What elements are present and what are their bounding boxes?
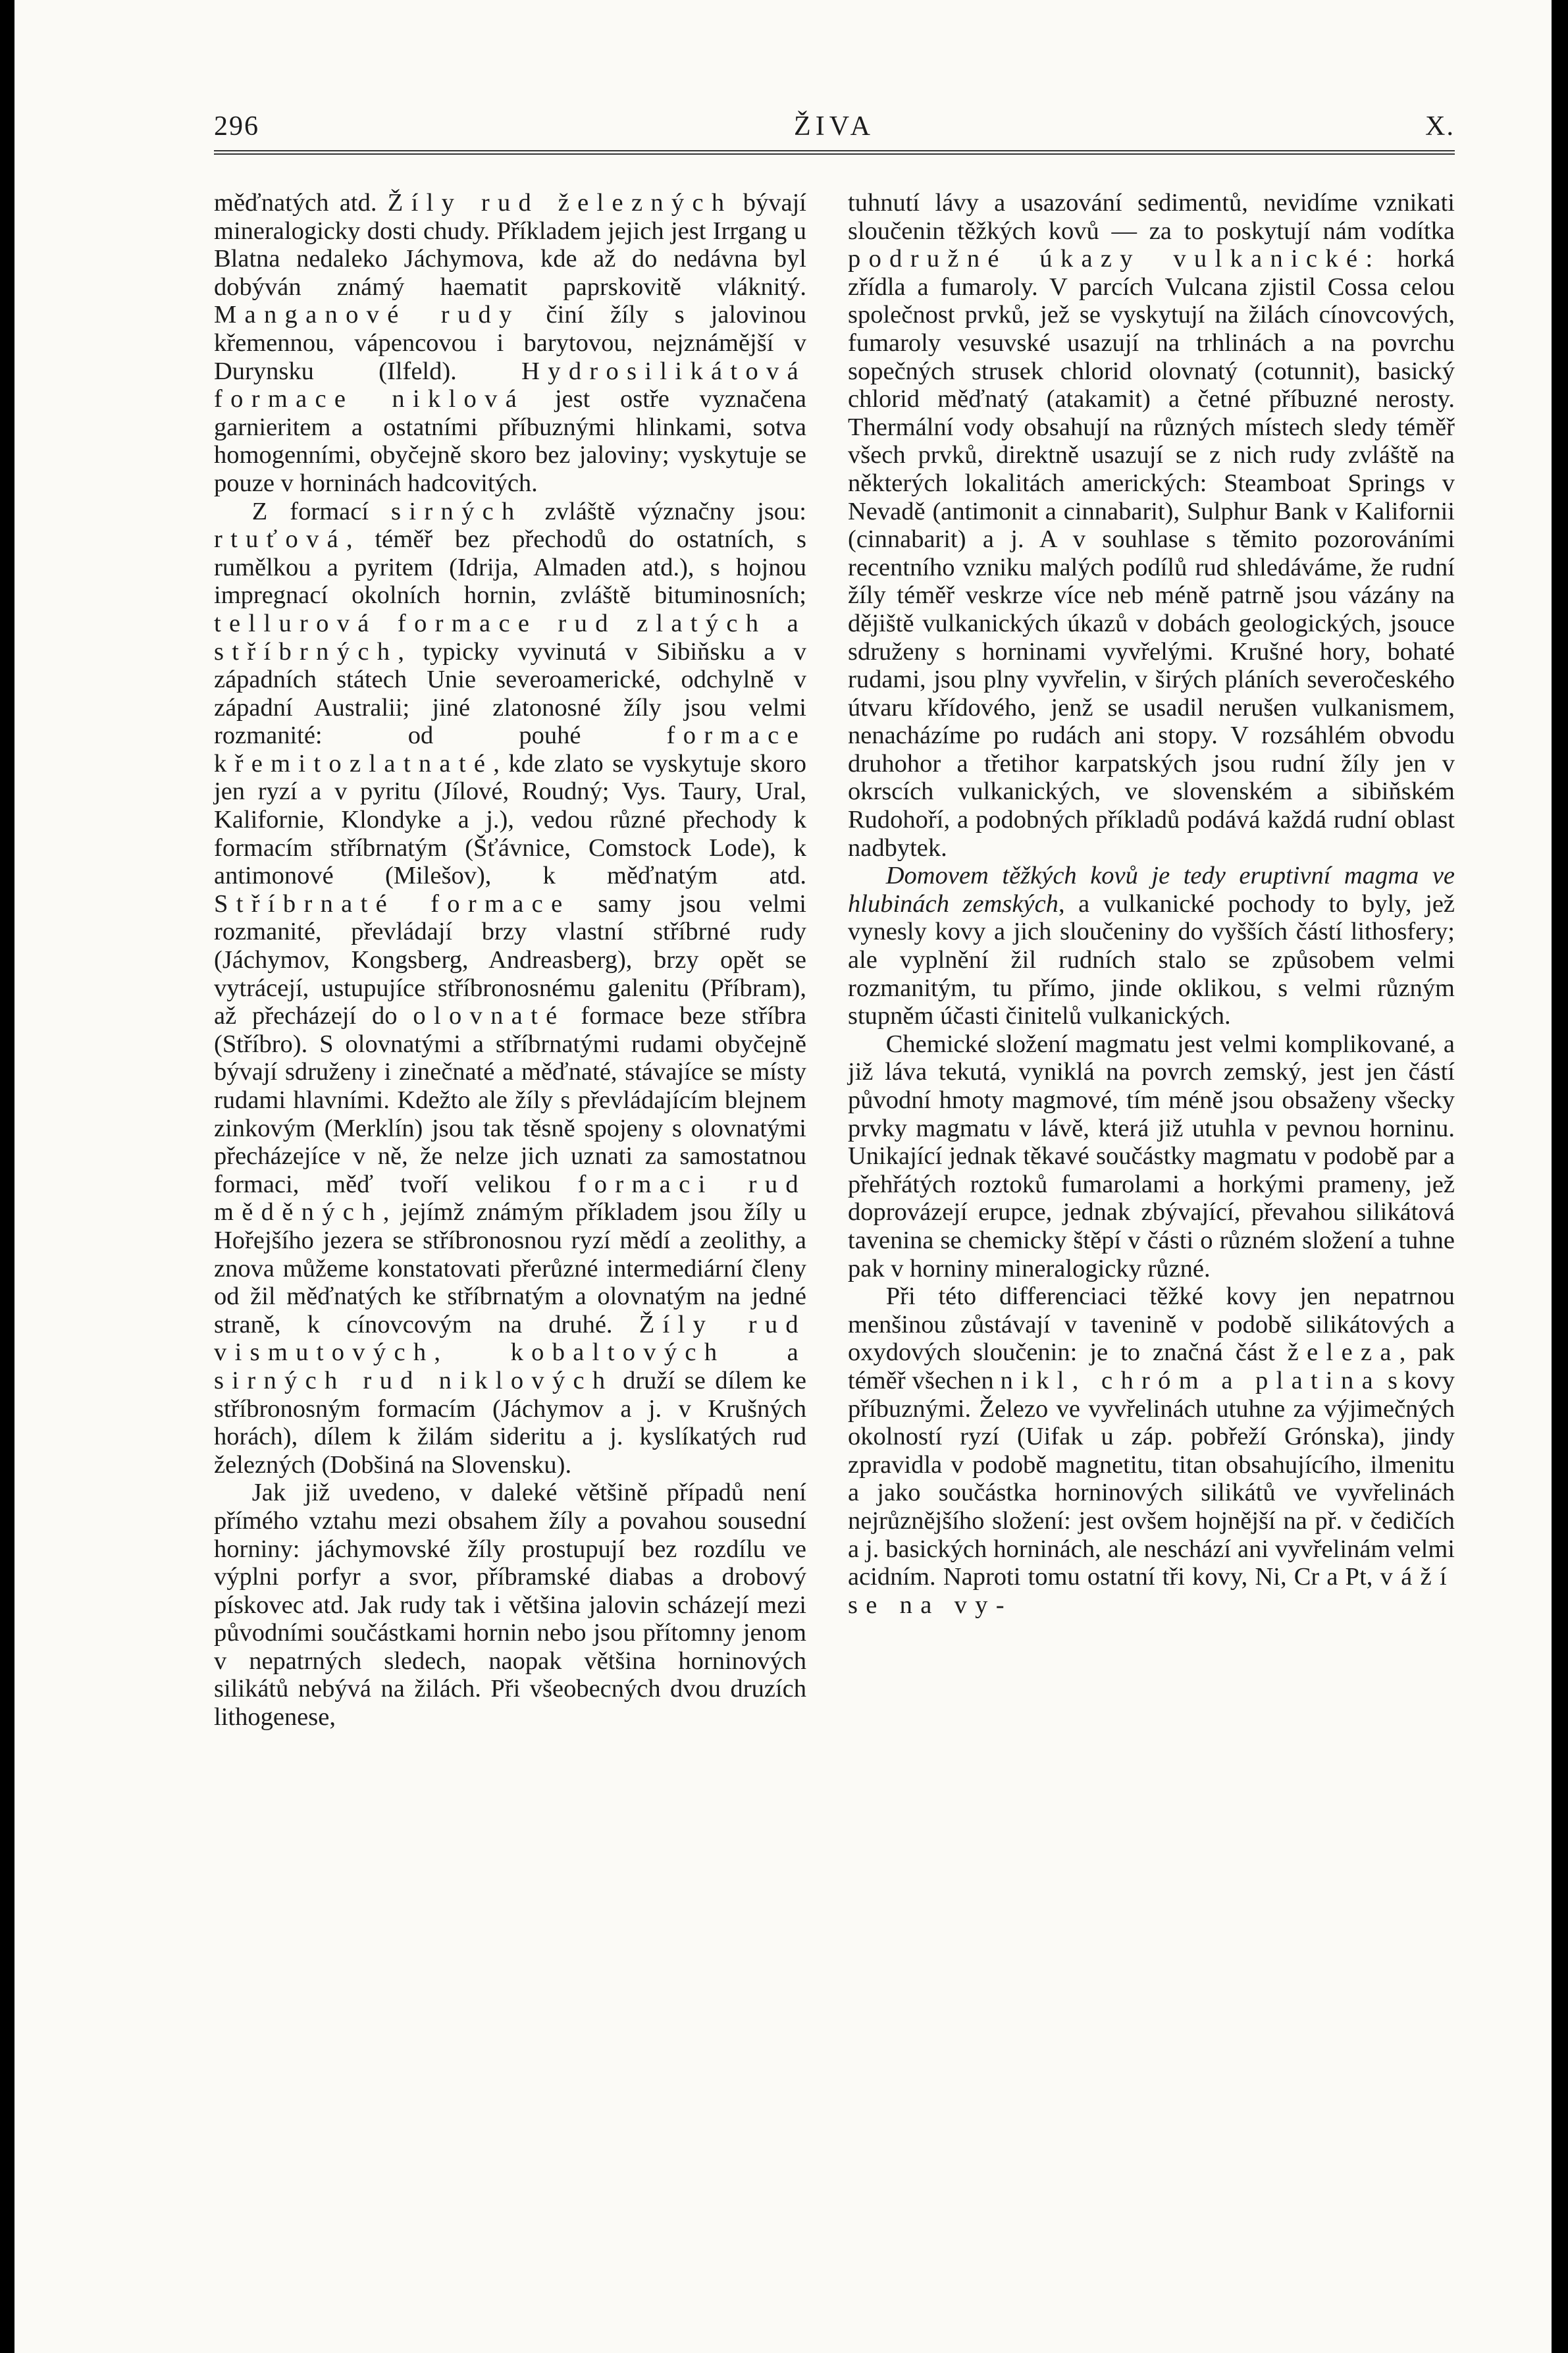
text-run: tuhnutí lávy a usazování sedimentů, nevidíme vznikati sloučenin těžkých kovů — za to poskytují nám vodítka bbox=[848, 189, 1455, 245]
spaced-emphasis: Manganové rudy bbox=[214, 301, 520, 329]
text-run: , pak téměř všechen bbox=[848, 1338, 1455, 1394]
text-run: , jejímž známým příkladem jsou žíly u Hořejšího jezera se stříbronosnou ryzí mědí a zeolithy, a znova můžeme konstatovati přerůzné intermediární členy od žil měďnatých ke stříbrnatým a olovnatým na jedné straně, k cínovcovým na druhé. bbox=[214, 1198, 806, 1338]
spaced-emphasis: formaci rud měděných bbox=[214, 1170, 806, 1227]
header-rule bbox=[214, 150, 1455, 155]
page-number: 296 bbox=[214, 111, 259, 142]
text-run: Chemické složení magmatu jest velmi komplikované, a již láva tekutá, vyniklá na povrch zemský, jest jen částí původní hmoty magmové, tím méně jsou obsaženy všecky prvky magmatu v lávě, která již utuhla v pevnou horninu. Unikající jednak těkavé součástky magmatu v podobě par a přehřátých roztoků fumarolami a horkými prameny, jež doprovázejí erupce, jednak zbývající, převahou silikátová tavenina se chemicky štěpí v části o různém složení a tuhne pak v horniny mineralogicky různé. bbox=[848, 1030, 1455, 1282]
spaced-emphasis: Hydrosilikátová formace niklová bbox=[214, 357, 806, 413]
spaced-emphasis: Stříbrnaté formace bbox=[214, 889, 571, 918]
spaced-emphasis: Žíly rud vismutových, kobaltových a sirných rud niklových bbox=[214, 1310, 806, 1394]
running-header bbox=[214, 111, 1455, 150]
text-run: samy jsou velmi rozmanité, převládají brzy vlastní stříbrné rudy (Jáchymov, Kongsberg, Andreasberg), brzy opět se vytrácejí, ustupujíce stříbronosnému galenitu (Příbram), až přecházejí do bbox=[214, 889, 806, 1030]
text-run: formace beze stříbra (Stříbro). S olovnatými a stříbrnatými rudami obyčejně bývají sdruženy i zinečnaté a měďnaté, stávajíce se místy rudami hlavními. Kdežto ale žíly s převládajícím blejnem zinkovým (Merklín) jsou tak těsně spojeny s olovnatými přecházejíce v ně, že nelze jich uznati za samostatnou formaci, měď tvoří velikou bbox=[214, 1002, 806, 1198]
paragraph bbox=[214, 189, 806, 498]
text-run: , typicky vyvinutá v Sibiňsku a v západních státech Unie severoamerické, odchylně v západní Australii; jiné zlatonosné žíly jsou velmi rozmanité: od pouhé bbox=[214, 637, 806, 750]
text-run: činí žíly s jalovinou křemennou, vápencovou i barytovou, nejznámější v Durynsku (Ilfeld). bbox=[214, 301, 806, 385]
text-run: druží se dílem ke stříbronosným formacím (Jáchymov a j. v Krušných horách), dílem k žilám sideritu a j. kyslíkatých rud železných (Dobšiná na Slovensku). bbox=[214, 1366, 806, 1479]
paragraph bbox=[848, 1282, 1455, 1619]
text-run: bývají mineralogicky dosti chudy. Příkladem jejich jest Irrgang u Blatna nedaleko Jáchymova, kde až do nedávna byl dobýván známý haematit paprskovitě vláknitý. bbox=[214, 189, 806, 301]
text-run: , a vulkanické pochody to byly, jež vynesly kovy a jich sloučeniny do vyšších částí lithosfery; ale vyplnění žil rudních stalo se způsobem velmi rozmanitým, tu přímo, jinde oklikou, s velmi různým stupněm účasti činitelů vulkanických. bbox=[848, 889, 1455, 1030]
text-run: Z formací bbox=[251, 497, 392, 525]
text-run: : horká zřídla a fumaroly. V parcích Vulcana zjistil Cossa celou společnost prvků, jež se vyskytují na žilách cínovcových, fumaroly vesuvské usazují na trhlinách a na povrchu sopečných strusek chlorid olovnatý (cotunnit), basický chlorid měďnatý (atakamit) a četné příbuzné nerosty. Thermální vody obsahují na různých místech sledy téměř všech prvků, direktně usazují se z nich rudy zvláště na některých lokalitách amerických: Steamboat Springs v Nevadě (antimonit a cinnabarit), Sulphur Bank v Kalifornii (cinnabarit) a j. A v souhlase s těmito pozorováními recentního vzniku malých podílů rud shledáváme, že rudní žíly téměř veskrze více neb méně patrně jsou vázány na dějiště vulkanických úkazů v dobách geologických, jsouce sdruženy s horninami vyvřelými. Krušné hory, bohaté rudami, jsou plny vyvřelin, v širých pláních severočeského útvaru křídového, jenž se usadil nerušen vulkanismem, nenacházíme po rudách ani stopy. V rozsáhlém obvodu druhohor a třetihor karpatských jsou rudní žíly jen v okrscích vulkanických, ve slovenském a sibiňském Rudohoří, a podobných příkladů podává každá rudní oblast nadbytek. bbox=[848, 245, 1455, 862]
spaced-emphasis: olovnaté bbox=[413, 1002, 565, 1030]
text-run: Jak již uvedeno, v daleké většině případů není přímého vztahu mezi obsahem žíly a povahou sousední horniny: jáchymovské žíly prostupují bez rozdílu ve výplni porfyr a svor, příbramské diabas a drobový pískovec atd. Jak rudy tak i většina jalovin scházejí mezi původními součástkami hornin nebo jsou přítomny jenom v nepatrných sledech, naopak většina horninových silikátů nebývá na žilách. Při všeobecných dvou druzích lithogenese, bbox=[214, 1479, 806, 1732]
paragraph bbox=[848, 189, 1455, 862]
text-run: zvláště význačny jsou: bbox=[522, 497, 806, 525]
spaced-emphasis: váží se na vy- bbox=[848, 1563, 1455, 1619]
spaced-emphasis: rtuťová bbox=[214, 525, 347, 554]
right-column bbox=[848, 189, 1455, 1619]
left-column bbox=[214, 189, 806, 1732]
spaced-emphasis: formace křemitozlatnaté bbox=[214, 722, 806, 778]
italic-emphasis: Domovem těžkých kovů je tedy eruptivní magma ve hlubinách zemských bbox=[848, 862, 1455, 918]
paragraph bbox=[214, 498, 806, 1479]
spaced-emphasis: podružné úkazy vulkanické bbox=[848, 245, 1366, 273]
spaced-emphasis: železa bbox=[1287, 1338, 1399, 1367]
paragraph bbox=[848, 1030, 1455, 1282]
text-run: Při této differenciaci těžké kovy jen nepatrnou menšinou zůstávají v tavenině v podobě silikátových a oxydových sloučenin: je to značná část bbox=[848, 1282, 1455, 1367]
spaced-emphasis: sirných bbox=[391, 497, 523, 525]
spaced-emphasis: tellurová formace rud zlatých a stříbrných bbox=[214, 609, 806, 666]
journal-title: ŽIVA bbox=[794, 111, 875, 142]
volume-number: X. bbox=[1425, 111, 1455, 142]
spaced-emphasis: Žíly rud železných bbox=[387, 189, 733, 217]
text-run: s kovy příbuznými. Železo ve vyvřelinách utuhne za výjimečných okolností ryzí (Uifak u záp. pobřeží Grónska), jindy zpravidla v podobě magnetitu, titan obsahujícího, ilmenitu a jako součástka horninových silikátů ve vyvřelinách nejrůznějšího složení: jest ovšem hojnější na př. v čedičích a j. basických horninách, ale neschází ani vyvřelinám velmi acidním. Naproti tomu ostatní tři kovy, Ni, Cr a Pt, bbox=[848, 1366, 1455, 1591]
text-run: , kde zlato se vyskytuje skoro jen ryzí a v pyritu (Jílové, Roudný; Vys. Taury, Ural, Kalifornie, Klondyke a j.), vedou různé přechody k formacím stříbrnatým (Šťávnice, Comstock Lode), k antimonové (Milešov), k měďnatým atd. bbox=[214, 749, 806, 890]
spaced-emphasis: nikl, chróm a platina bbox=[1000, 1366, 1382, 1394]
paragraph bbox=[848, 862, 1455, 1030]
text-run: měďnatých atd. bbox=[214, 189, 388, 217]
journal-page bbox=[14, 0, 1552, 2353]
text-run: , téměř bez přechodů do ostatních, s rumělkou a pyritem (Idrija, Almaden atd.), s hojnou impregnací okolních hornin, zvláště bituminosních; bbox=[214, 525, 806, 610]
paragraph bbox=[214, 1479, 806, 1731]
text-run: jest ostře vyznačena garnieritem a ostatními příbuznými hlinkami, sotva homogenními, obyčejně skoro bez jaloviny; vyskytuje se pouze v horninách hadcovitých. bbox=[214, 385, 806, 497]
